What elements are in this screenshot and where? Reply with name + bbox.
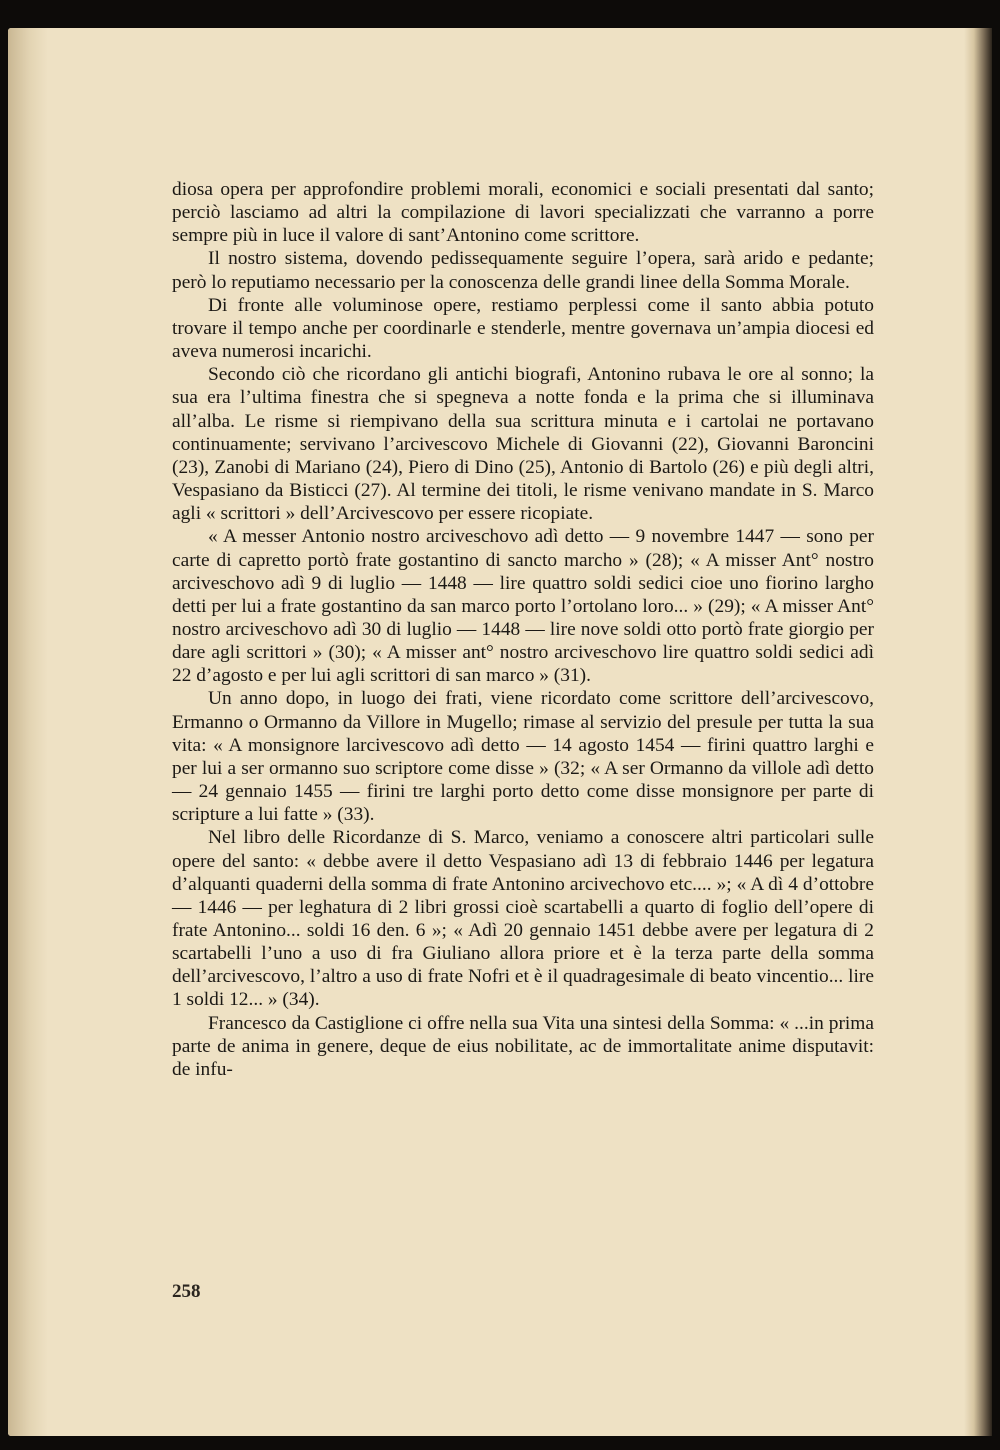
- paragraph: Un anno dopo, in luogo dei frati, viene ricordato come scrittore dell’arcivescovo, Ermanno o Ormanno da Villore in Mugello; rimase al servizio del presule per tutta la sua vita: « A monsignore larcivescovo adì detto — 14 agosto 1454 — firini quattro larghi e per lui a ser ormanno suo scriptore come disse » (32; « A ser Ormanno da villole adì detto — 24 gennaio 1455 — firini tre larghi porto detto come disse monsignore per parte di scripture a lui fatte » (33).: [172, 688, 874, 826]
- paragraph-continuation: diosa opera per approfondire problemi morali, economici e sociali presentati dal santo; perciò lasciamo ad altri la compilazione di lavori specializzati che varranno a porre sempre più in luce il valore di sant’Antonino come scrittore.: [172, 179, 874, 247]
- paragraph: Nel libro delle Ricordanze di S. Marco, veniamo a conoscere altri particolari sulle opere del santo: « debbe avere il detto Vespasiano adì 13 di febbraio 1446 per legatura d’alquanti quaderni della somma di frate Antonino arcivechovo etc.... »; « A dì 4 d’ottobre — 1446 — per leghatura di 2 libri grossi cioè scartabelli a quarto di foglio dell’opere di frate Antonino... soldi 16 den. 6 »; « Adì 20 gennaio 1451 debbe avere per legatura di 2 scartabelli l’uno a uso di fra Giuliano allora priore et è la terza parte della somma dell’arcivescovo, l’altro a uso di frate Nofri et è il quadragesimale di beato vincentio... lire 1 soldi 12... » (34).: [172, 827, 874, 1011]
- page-paper: [8, 28, 992, 1436]
- paragraph: Francesco da Castiglione ci offre nella sua Vita una sintesi della Somma: « ...in prima parte de anima in genere, deque de eius nobilitate, ac de immortalitate anime disputavit: de infu-: [172, 1012, 874, 1080]
- page-number: 258: [172, 1281, 201, 1302]
- page-edge-shadow: [964, 28, 992, 1436]
- paragraph: « A messer Antonio nostro arciveschovo adì detto — 9 novembre 1447 — sono per carte di capretto portò frate gostantino di sancto marcho » (28); « A misser Ant° nostro arciveschovo adì 9 di luglio — 1448 — lire quattro soldi sedici cioe uno fiorino largho detti per lui a frate gostantino da san marco porto l’ortolano loro... » (29); « A misser Ant° nostro arciveschovo adì 30 di luglio — 1448 — lire nove soldi otto portò frate giorgio per dare agli scrittori » (30); « A misser ant° nostro arciveschovo lire quattro soldi sedici adì 22 d’agosto e per lui agli scrittori di san marco » (31).: [172, 526, 874, 687]
- paragraph: Di fronte alle voluminose opere, restiamo perplessi come il santo abbia potuto trovare il tempo anche per coordinarle e stenderle, mentre governava un’ampia diocesi ed aveva numerosi incarichi.: [172, 294, 874, 363]
- body-text: [172, 178, 874, 1081]
- gutter-shadow: [8, 28, 48, 1436]
- paragraph: Secondo ciò che ricordano gli antichi biografi, Antonino rubava le ore al sonno; la sua era l’ultima finestra che si spegneva a notte fonda e la prima che si illuminava all’alba. Le risme si riempivano della sua scrittura minuta e i cartolai ne portavano continuamente; servivano l’arcivescovo Michele di Giovanni (22), Giovanni Baroncini (23), Zanobi di Mariano (24), Piero di Dino (25), Antonio di Bartolo (26) e più degli altri, Vespasiano da Bisticci (27). Al termine dei titoli, le risme venivano mandate in S. Marco agli « scrittori » dell’Arcivescovo per essere ricopiate.: [172, 364, 874, 525]
- paragraph: Il nostro sistema, dovendo pedissequamente seguire l’opera, sarà arido e pedante; però lo reputiamo necessario per la conoscenza delle grandi linee della Somma Morale.: [172, 248, 874, 293]
